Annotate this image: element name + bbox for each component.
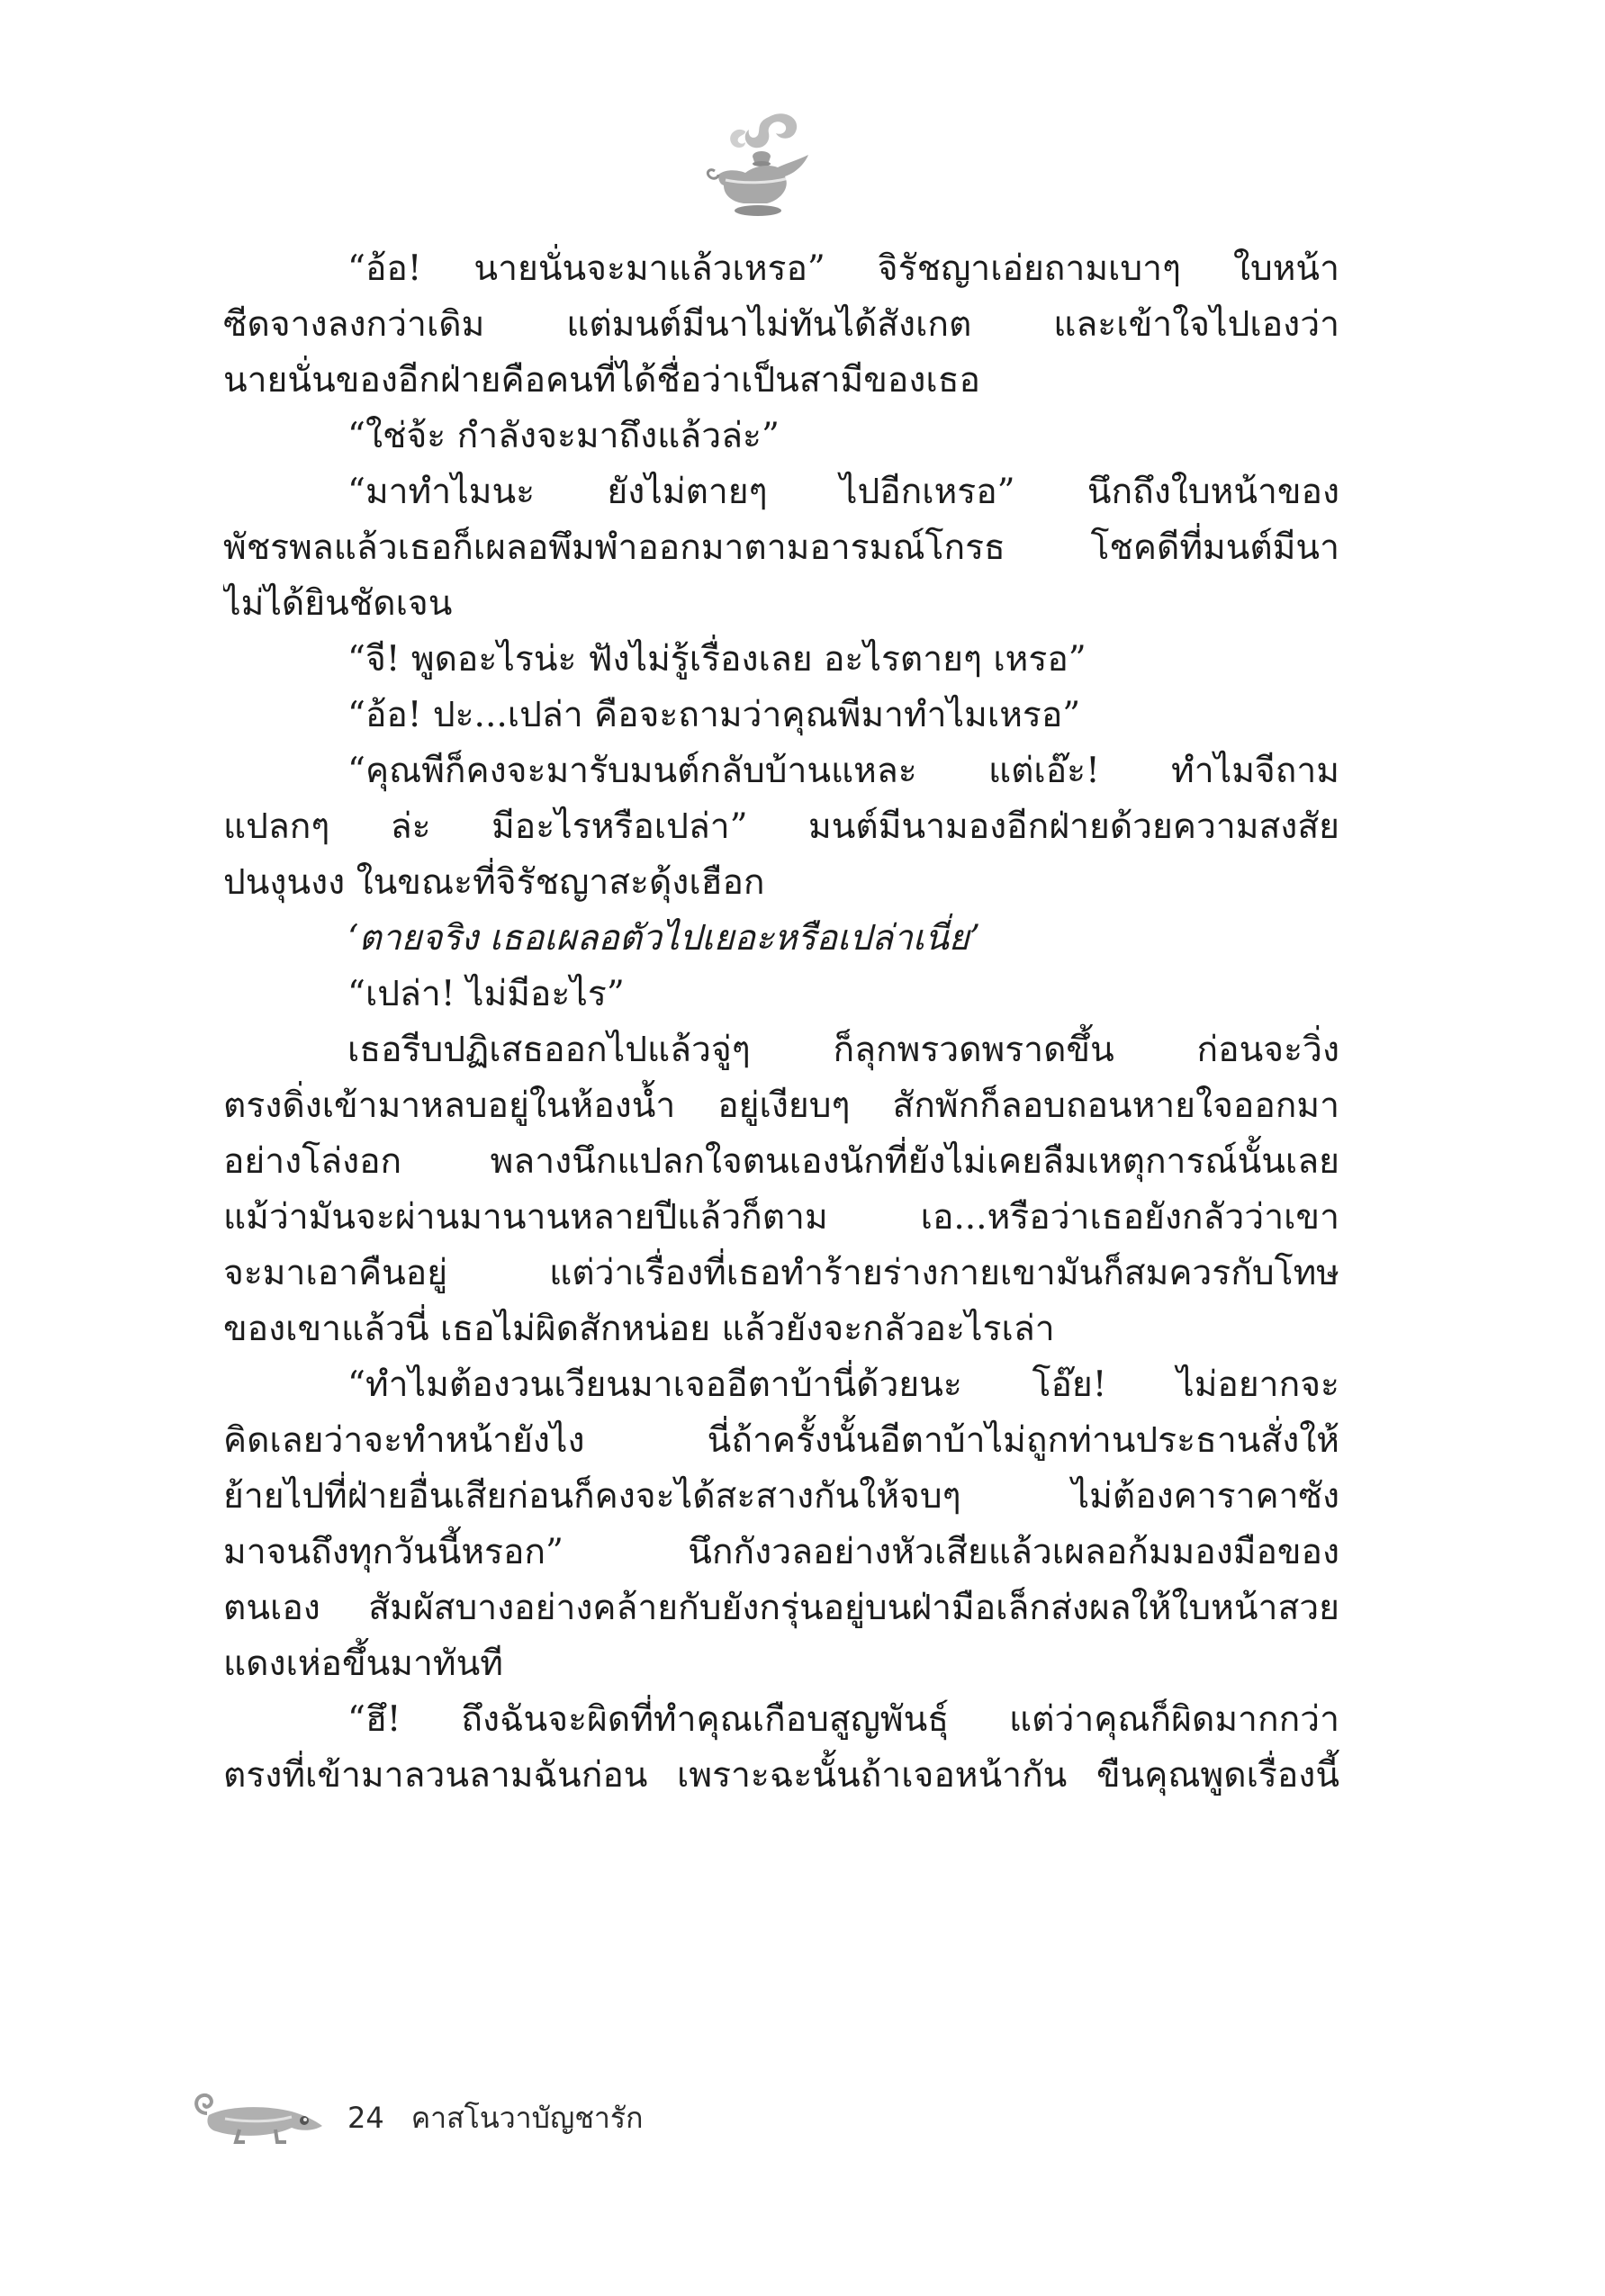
- text-line: “มาทำไมนะ ยังไม่ตายๆ ไปอีกเหรอ” นึกถึงใบหน้าของ: [347, 472, 1339, 512]
- text-line: แปลกๆ ล่ะ มีอะไรหรือเปล่า” มนต์มีนามองอีกฝ่ายด้วยความสงสัย: [223, 806, 1339, 847]
- text-line: พัชรพลแล้วเธอก็เผลอพึมพำออกมาตามอารมณ์โกรธ โชคดีที่มนต์มีนา: [223, 527, 1339, 568]
- text-line: “คุณพีก็คงจะมารับมนต์กลับบ้านแหละ แต่เอ๊ะ! ทำไมจีถาม: [347, 751, 1339, 791]
- text-line: “ใช่จ้ะ กำลังจะมาถึงแล้วล่ะ”: [347, 416, 780, 456]
- text-line: ตนเอง สัมผัสบางอย่างคล้ายกับยังกรุ่นอยู่บนฝ่ามือเล็กส่งผลให้ใบหน้าสวย: [223, 1588, 1339, 1628]
- text-line: ตรงที่เข้ามาลวนลามฉันก่อน เพราะฉะนั้นถ้าเจอหน้ากัน ขืนคุณพูดเรื่องนี้: [223, 1755, 1339, 1796]
- text-line: ซีดจางลงกว่าเดิม แต่มนต์มีนาไม่ทันได้สังเกต และเข้าใจไปเองว่า: [223, 304, 1339, 345]
- text-line: ตรงดิ่งเข้ามาหลบอยู่ในห้องน้ำ อยู่เงียบๆ สักพักก็ลอบถอนหายใจออกมา: [223, 1085, 1339, 1126]
- page-number: 24: [347, 2101, 384, 2135]
- text-line: เธอรีบปฏิเสธออกไปแล้วจู่ๆ ก็ลุกพรวดพราดขึ้น ก่อนจะวิ่ง: [347, 1030, 1339, 1070]
- text-line: “เปล่า! ไม่มีอะไร”: [347, 974, 625, 1014]
- chameleon-icon: [189, 2086, 333, 2149]
- text-line: “อ้อ! นายนั่นจะมาแล้วเหรอ” จิรัชญาเอ่ยถามเบาๆ ใบหน้า: [347, 248, 1339, 289]
- text-line: ของเขาแล้วนี่ เธอไม่ผิดสักหน่อย แล้วยังจะกลัวอะไรเล่า: [223, 1309, 1055, 1349]
- text-line: ปนงุนงง ในขณะที่จิรัชญาสะดุ้งเฮือก: [223, 862, 765, 903]
- text-line: อย่างโล่งอก พลางนึกแปลกใจตนเองนักที่ยังไม่เคยลืมเหตุการณ์นั้นเลย: [223, 1141, 1339, 1182]
- text-line: “อ้อ! ปะ...เปล่า คือจะถามว่าคุณพีมาทำไมเหรอ”: [347, 695, 1081, 735]
- text-line: “ทำไมต้องวนเวียนมาเจออีตาบ้านี่ด้วยนะ โอ๊ย! ไม่อยากจะ: [347, 1364, 1339, 1405]
- book-title: คาสโนวาบัญชารัก: [410, 2100, 644, 2135]
- text-line: “ฮึ! ถึงฉันจะผิดที่ทำคุณเกือบสูญพันธุ์ แต่ว่าคุณก็ผิดมากกว่า: [347, 1699, 1339, 1740]
- page-footer: [189, 2086, 643, 2149]
- text-line: แม้ว่ามันจะผ่านมานานหลายปีแล้วก็ตาม เอ...หรือว่าเธอยังกลัวว่าเขา: [223, 1197, 1339, 1238]
- text-line: แดงเห่อขึ้นมาทันที: [223, 1643, 503, 1684]
- genie-lamp-icon: [699, 104, 825, 230]
- text-line: นายนั่นของอีกฝ่ายคือคนที่ได้ชื่อว่าเป็นสามีของเธอ: [223, 360, 980, 401]
- text-line: ไม่ได้ยินชัดเจน: [223, 583, 453, 624]
- text-line: “จี! พูดอะไรน่ะ ฟังไม่รู้เรื่องเลย อะไรตายๆ เหรอ”: [347, 639, 1087, 680]
- text-line: จะมาเอาคืนอยู่ แต่ว่าเรื่องที่เธอทำร้ายร่างกายเขามันก็สมควรกับโทษ: [223, 1253, 1339, 1293]
- text-line: คิดเลยว่าจะทำหน้ายังไง นี่ถ้าครั้งนั้นอีตาบ้าไม่ถูกท่านประธานสั่งให้: [223, 1420, 1339, 1461]
- body-text: [223, 241, 1339, 1804]
- text-line: มาจนถึงทุกวันนี้หรอก” นึกกังวลอย่างหัวเสียแล้วเผลอก้มมองมือของ: [223, 1532, 1339, 1572]
- text-line: ย้ายไปที่ฝ่ายอื่นเสียก่อนก็คงจะได้สะสางกันให้จบๆ ไม่ต้องคาราคาซัง: [223, 1476, 1339, 1517]
- text-line-italic: ‘ตายจริง เธอเผลอตัวไปเยอะหรือเปล่าเนี่ย’: [347, 918, 981, 959]
